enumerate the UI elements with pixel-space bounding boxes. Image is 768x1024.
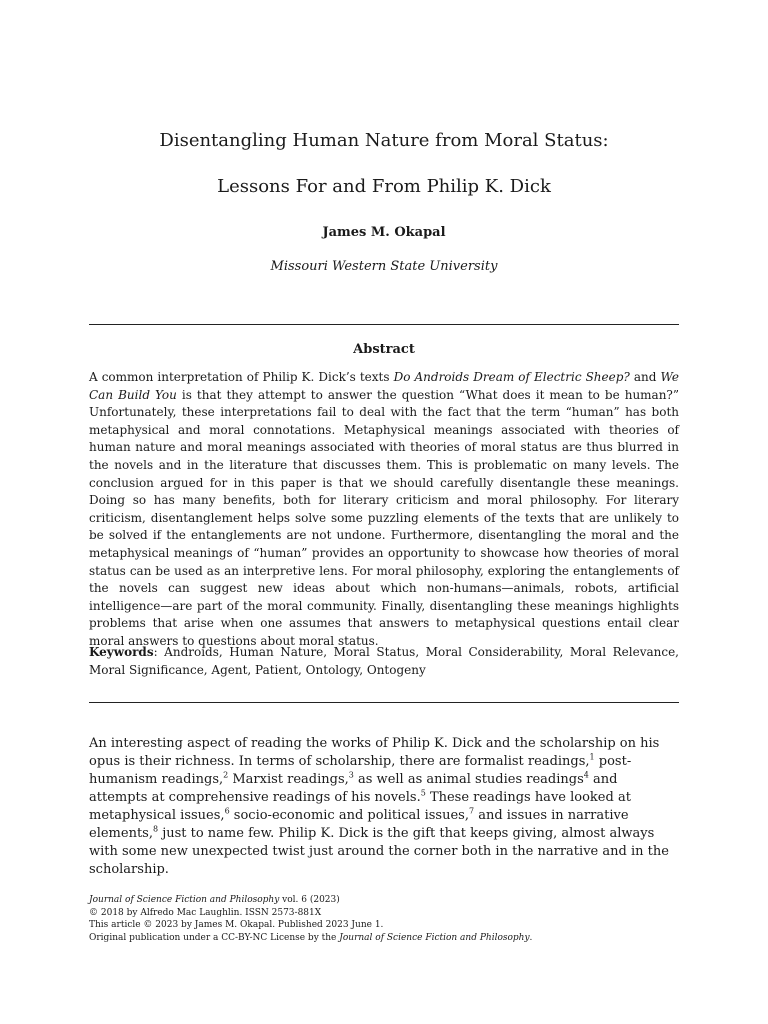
abstract-rest: is that they attempt to answer the question “What does it mean to be human?” Unfortunately, these interpretations fail to deal with the fact that the term “human” has both metaphysical and moral connotations. Metaphysical meanings associated with theories of human nature and moral meanings associated with theories of moral status are thus blurred in the novels and in the literature that discusses them. This is problematic on many levels. The conclusion argued for in this paper is that we should carefully disentangle these meanings. Doing so has many benefits, both for literary criticism and moral philosophy. For literary criticism, disentanglement helps solve some puzzling elements of the texts that are unlikely to be solved if the entanglements are not undone. Furthermore, disentangling the moral and the metaphysical meanings of “human” provides an opportunity to showcase how theories of moral status can be used as an interpretive lens. For moral philosophy, exploring the entanglements of the novels can suggest new ideas about which non-humans—animals, robots, artificial intelligence—are part of the moral community. Finally, disentangling these meanings highlights problems that arise when one assumes that answers to metaphysical questions entail clear moral answers to questions about moral status. <box>89 387 680 648</box>
author-affiliation: Missouri Western State University <box>270 259 498 274</box>
abstract-top-rule <box>89 324 679 325</box>
abstract-and: and <box>629 370 661 384</box>
abstract-book-title-1: Do Androids Dream of Electric Sheep? <box>393 370 630 384</box>
footer-journal-line <box>89 894 679 907</box>
footer-copyright: © 2018 by Alfredo Mac Laughlin. ISSN 2573-881X <box>89 907 322 918</box>
body-text-segment: post-humanism readings, <box>89 754 632 787</box>
footnote-ref[interactable]: 8 <box>152 824 159 834</box>
abstract-heading: Abstract <box>353 342 415 357</box>
body-text-segment: An interesting aspect of reading the works of Philip K. Dick and the scholarship on his opus is their richness. In terms of scholarship, there are formalist readings, <box>89 736 660 769</box>
footnote-ref[interactable]: 3 <box>348 770 354 780</box>
body-text-segment: Marxist readings, <box>228 772 349 787</box>
footnote-ref[interactable]: 6 <box>224 806 230 816</box>
paper-title-line-1: Disentangling Human Nature from Moral Status: <box>159 130 609 151</box>
publication-footer <box>89 894 679 944</box>
footer-license-pre: Original publication under a CC-BY-NC License by the <box>89 932 340 943</box>
footnote-ref[interactable]: 2 <box>223 770 229 780</box>
footer-journal-name: Journal of Science Fiction and Philosophy <box>89 895 280 905</box>
keywords-list: Androids, Human Nature, Moral Status, Moral Considerability, Moral Relevance, Moral Significance, Agent, Patient, Ontology, Ontogeny <box>89 645 680 677</box>
keywords-label: Keywords <box>89 645 154 659</box>
body-text-segment: and issues in narrative elements, <box>89 808 629 841</box>
abstract-bottom-rule <box>89 702 679 703</box>
footnote-ref[interactable]: 1 <box>589 752 595 762</box>
body-text-segment: socio-economic and political issues, <box>229 808 469 823</box>
keywords <box>89 643 679 679</box>
keywords-colon: : <box>153 645 165 659</box>
footer-license-post: . <box>529 932 533 943</box>
footnote-ref[interactable]: 7 <box>468 806 475 816</box>
paper-title-line-2: Lessons For and From Philip K. Dick <box>217 176 551 197</box>
abstract-book-title-2: We Can Build You <box>89 370 679 402</box>
footnote-ref[interactable]: 4 <box>583 770 589 780</box>
footer-article-info: This article © 2023 by James M. Okapal. Published 2023 June 1. <box>89 920 384 930</box>
footer-license-line <box>89 932 679 945</box>
footnote-ref[interactable]: 5 <box>420 788 426 798</box>
body-text-segment: just to name few. Philip K. Dick is the gift that keeps giving, almost always with some new unexpected twist just around the corner both in the narrative and in the scholarship. <box>89 826 669 877</box>
author-name: James M. Okapal <box>322 225 446 240</box>
footer-license-journal: Journal of Science Fiction and Philosophy <box>339 932 530 943</box>
abstract-intro: A common interpretation of Philip K. Dick’s texts <box>89 370 394 384</box>
body-text-segment: These readings have looked at metaphysical issues, <box>89 790 631 823</box>
body-paragraph <box>89 735 679 879</box>
footer-volume: vol. 6 (2023) <box>279 895 340 905</box>
abstract-body <box>89 369 679 651</box>
body-text-segment: as well as animal studies readings <box>353 772 584 787</box>
body-text-segment: and attempts at comprehensive readings of his novels. <box>89 772 618 805</box>
